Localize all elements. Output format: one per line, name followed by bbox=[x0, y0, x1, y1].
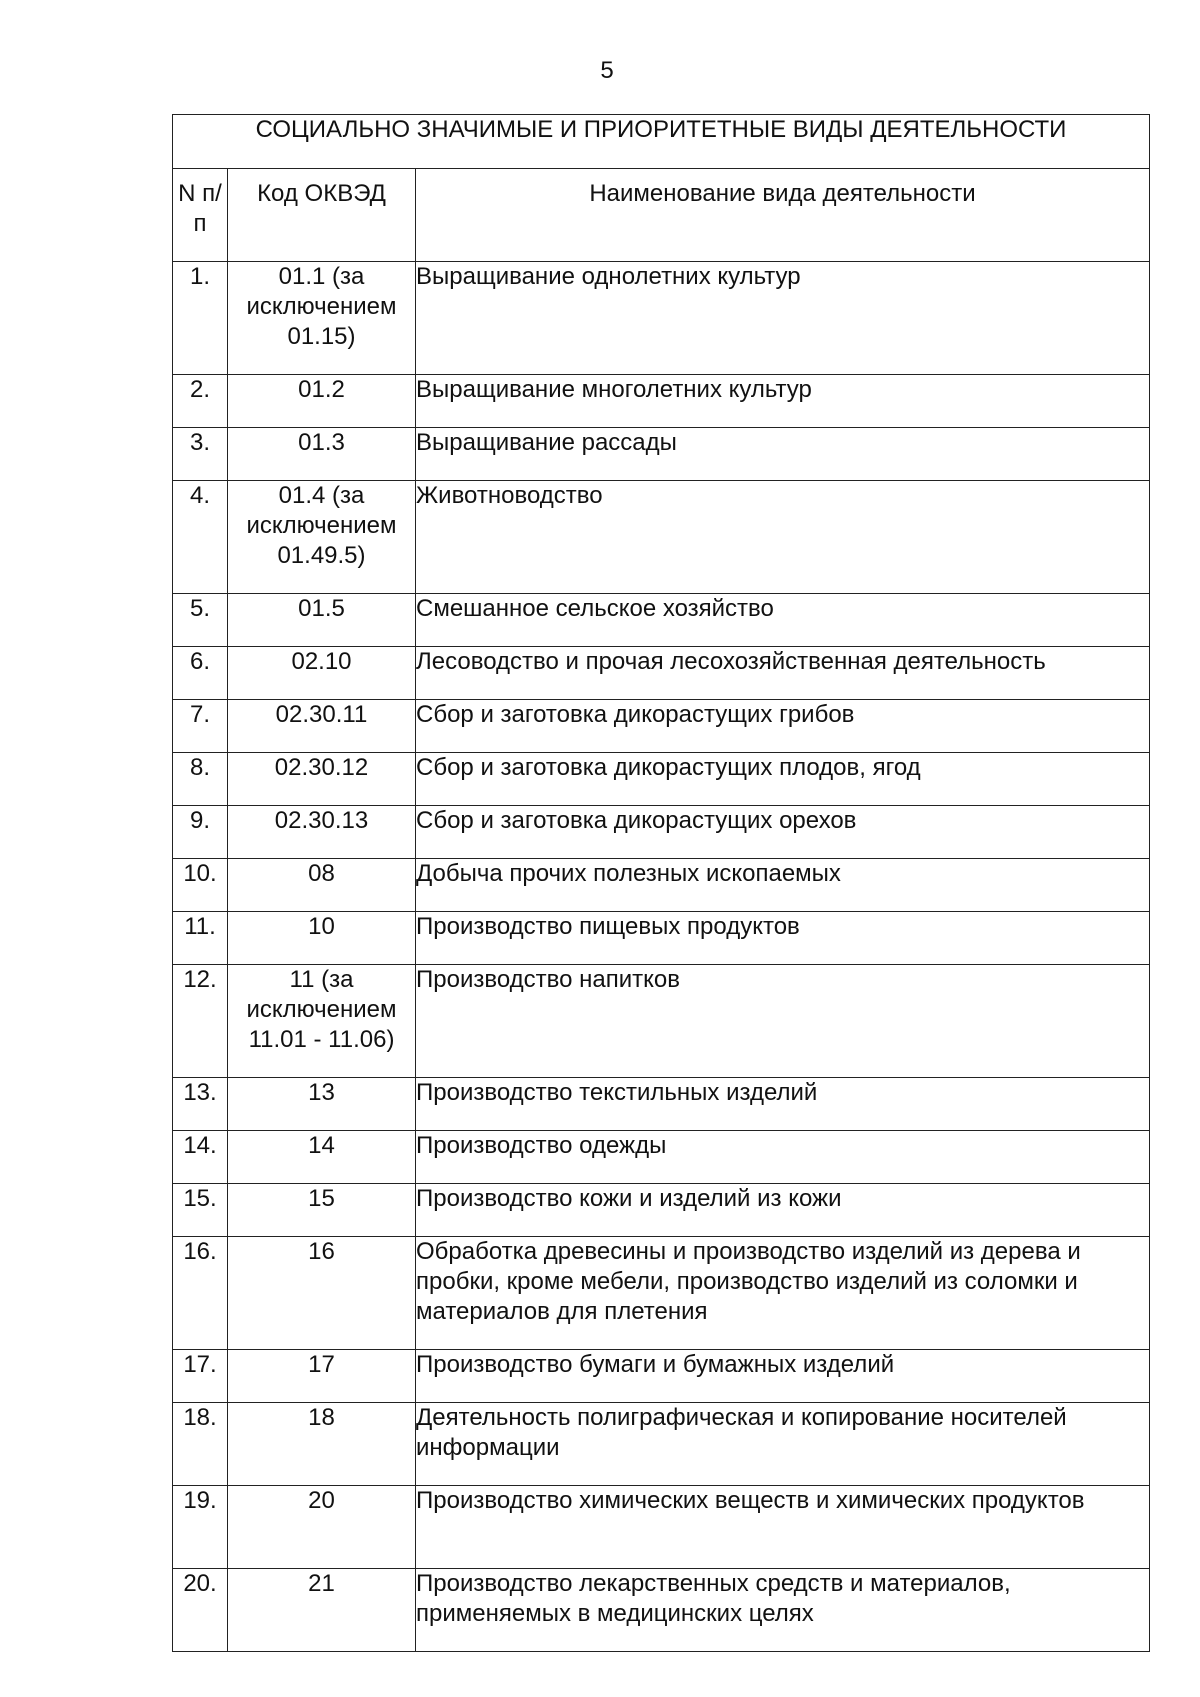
activity-name: Сбор и заготовка дикорастущих орехов bbox=[416, 806, 1150, 859]
row-number: 16. bbox=[173, 1237, 228, 1350]
row-number: 9. bbox=[173, 806, 228, 859]
row-number: 15. bbox=[173, 1184, 228, 1237]
activity-name: Выращивание рассады bbox=[416, 428, 1150, 481]
row-number: 19. bbox=[173, 1486, 228, 1569]
activity-name: Выращивание однолетних культур bbox=[416, 262, 1150, 375]
table-header-row bbox=[173, 169, 1150, 262]
column-header-activity-name: Наименование вида деятельности bbox=[416, 169, 1150, 262]
table-title: СОЦИАЛЬНО ЗНАЧИМЫЕ И ПРИОРИТЕТНЫЕ ВИДЫ ДЕЯТЕЛЬНОСТИ bbox=[173, 115, 1150, 169]
table-row bbox=[173, 1131, 1150, 1184]
table-row bbox=[173, 1486, 1150, 1569]
okved-code: 02.30.12 bbox=[228, 753, 416, 806]
row-number: 1. bbox=[173, 262, 228, 375]
row-number: 10. bbox=[173, 859, 228, 912]
table-row bbox=[173, 1403, 1150, 1486]
table-row bbox=[173, 700, 1150, 753]
row-number: 17. bbox=[173, 1350, 228, 1403]
activity-name: Выращивание многолетних культур bbox=[416, 375, 1150, 428]
column-header-okved-code: Код ОКВЭД bbox=[228, 169, 416, 262]
okved-code: 01.3 bbox=[228, 428, 416, 481]
row-number: 14. bbox=[173, 1131, 228, 1184]
okved-code: 18 bbox=[228, 1403, 416, 1486]
table-row bbox=[173, 753, 1150, 806]
table-body bbox=[173, 262, 1150, 1652]
activity-name: Обработка древесины и производство изделий из дерева и пробки, кроме мебели, производство изделий из соломки и материалов для плетения bbox=[416, 1237, 1150, 1350]
row-number: 4. bbox=[173, 481, 228, 594]
activities-table bbox=[172, 114, 1150, 1652]
okved-code: 02.10 bbox=[228, 647, 416, 700]
activity-name: Смешанное сельское хозяйство bbox=[416, 594, 1150, 647]
activity-name: Животноводство bbox=[416, 481, 1150, 594]
table-row bbox=[173, 647, 1150, 700]
okved-code: 17 bbox=[228, 1350, 416, 1403]
table-row bbox=[173, 859, 1150, 912]
row-number: 2. bbox=[173, 375, 228, 428]
okved-code: 21 bbox=[228, 1569, 416, 1652]
activity-name: Производство бумаги и бумажных изделий bbox=[416, 1350, 1150, 1403]
activity-name: Производство кожи и изделий из кожи bbox=[416, 1184, 1150, 1237]
table-row bbox=[173, 1237, 1150, 1350]
activity-name: Производство лекарственных средств и материалов, применяемых в медицинских целях bbox=[416, 1569, 1150, 1652]
okved-code: 01.4 (за исключением 01.49.5) bbox=[228, 481, 416, 594]
table-row bbox=[173, 806, 1150, 859]
activity-name: Производство пищевых продуктов bbox=[416, 912, 1150, 965]
row-number: 20. bbox=[173, 1569, 228, 1652]
row-number: 6. bbox=[173, 647, 228, 700]
row-number: 7. bbox=[173, 700, 228, 753]
row-number: 5. bbox=[173, 594, 228, 647]
table-row bbox=[173, 1350, 1150, 1403]
table-row bbox=[173, 375, 1150, 428]
okved-code: 15 bbox=[228, 1184, 416, 1237]
row-number: 3. bbox=[173, 428, 228, 481]
activity-name: Производство напитков bbox=[416, 965, 1150, 1078]
okved-code: 13 bbox=[228, 1078, 416, 1131]
table-row bbox=[173, 1078, 1150, 1131]
table-row bbox=[173, 965, 1150, 1078]
okved-code: 11 (за исключением 11.01 - 11.06) bbox=[228, 965, 416, 1078]
activity-name: Добыча прочих полезных ископаемых bbox=[416, 859, 1150, 912]
table-row bbox=[173, 428, 1150, 481]
okved-code: 14 bbox=[228, 1131, 416, 1184]
table-row bbox=[173, 262, 1150, 375]
okved-code: 02.30.13 bbox=[228, 806, 416, 859]
table-row bbox=[173, 1569, 1150, 1652]
table-row bbox=[173, 481, 1150, 594]
activity-name: Производство одежды bbox=[416, 1131, 1150, 1184]
okved-code: 01.1 (за исключением 01.15) bbox=[228, 262, 416, 375]
page-number: 5 bbox=[600, 57, 614, 84]
table-row bbox=[173, 594, 1150, 647]
okved-code: 16 bbox=[228, 1237, 416, 1350]
activity-name: Деятельность полиграфическая и копирование носителей информации bbox=[416, 1403, 1150, 1486]
okved-code: 01.2 bbox=[228, 375, 416, 428]
table-row bbox=[173, 1184, 1150, 1237]
activity-name: Сбор и заготовка дикорастущих плодов, ягод bbox=[416, 753, 1150, 806]
row-number: 8. bbox=[173, 753, 228, 806]
okved-code: 01.5 bbox=[228, 594, 416, 647]
column-header-number: N п/п bbox=[173, 169, 228, 262]
okved-code: 08 bbox=[228, 859, 416, 912]
activity-name: Лесоводство и прочая лесохозяйственная деятельность bbox=[416, 647, 1150, 700]
okved-code: 10 bbox=[228, 912, 416, 965]
activity-name: Сбор и заготовка дикорастущих грибов bbox=[416, 700, 1150, 753]
okved-code: 20 bbox=[228, 1486, 416, 1569]
table-row bbox=[173, 912, 1150, 965]
activity-name: Производство текстильных изделий bbox=[416, 1078, 1150, 1131]
row-number: 11. bbox=[173, 912, 228, 965]
okved-code: 02.30.11 bbox=[228, 700, 416, 753]
activity-name: Производство химических веществ и химических продуктов bbox=[416, 1486, 1150, 1569]
row-number: 18. bbox=[173, 1403, 228, 1486]
row-number: 12. bbox=[173, 965, 228, 1078]
row-number: 13. bbox=[173, 1078, 228, 1131]
